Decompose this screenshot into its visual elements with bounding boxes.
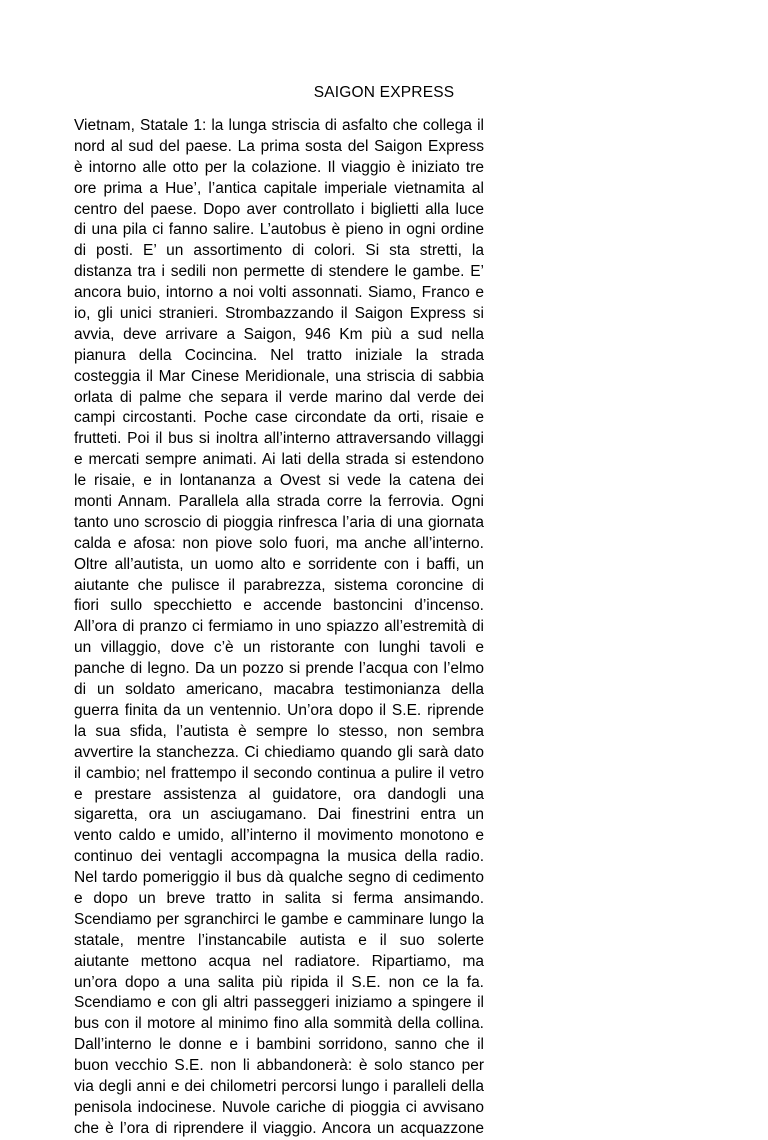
body-line: campi circostanti. Poche case circondate da orti, risaie e [74, 409, 484, 427]
body-line: io, gli unici stranieri. Strombazzando il Saigon Express si [74, 305, 484, 323]
body-line: Scendiamo per sgranchirci le gambe e camminare lungo la [74, 910, 484, 928]
body-line: buon vecchio S.E. non li abbandonerà: è solo stanco per [74, 1057, 484, 1075]
body-line: avvia, deve arrivare a Saigon, 946 Km più a sud nella [74, 325, 484, 343]
body-line: aiutante che pulisce il parabrezza, sistema coroncine di [74, 576, 484, 594]
body-line: distanza tra i sedili non permette di stendere le gambe. E’ [74, 263, 484, 281]
body-line: di un soldato americano, macabra testimonianza della [74, 681, 484, 699]
body-line: panche di legno. Da un pozzo si prende l’acqua con l’elmo [74, 660, 484, 678]
body-line: e prestare assistenza al guidatore, ora dandogli una [74, 785, 484, 803]
body-line: aiutante mettono acqua nel radiatore. Ripartiamo, ma [74, 952, 484, 970]
body-line: di una pila ci fanno salire. L’autobus è pieno in ogni ordine [74, 221, 484, 239]
body-line: che è l’ora di riprendere il viaggio. Ancora un acquazzone [74, 1119, 484, 1137]
body-line: e dopo un breve tratto in salita si ferma ansimando. [74, 889, 484, 907]
body-line: frutteti. Poi il bus si inoltra all’interno attraversando villaggi [74, 430, 484, 448]
body-line: un villaggio, dove c’è un ristorante con lunghi tavoli e [74, 639, 484, 657]
body-line: orlata di palme che separa il verde marino dal verde dei [74, 388, 484, 406]
body-line: e mercati sempre animati. Ai lati della strada si estendono [74, 451, 484, 469]
body-line: bus con il motore al minimo fino alla sommità della collina. [74, 1015, 484, 1033]
body-line: Scendiamo e con gli altri passeggeri iniziamo a spingere il [74, 994, 484, 1012]
body-line: vento caldo e umido, all’interno il movimento monotono e [74, 827, 484, 845]
body-line: tanto uno scroscio di pioggia rinfresca l’aria di una giornata [74, 513, 484, 531]
body-line: è intorno alle otto per la colazione. Il viaggio è iniziato tre [74, 158, 484, 176]
body-line: avvertire la stanchezza. Ci chiediamo quando gli sarà dato [74, 743, 484, 761]
body-line: monti Annam. Parallela alla strada corre la ferrovia. Ogni [74, 493, 484, 511]
body-line: Vietnam, Statale 1: la lunga striscia di asfalto che collega il [74, 117, 484, 134]
body-line: All’ora di pranzo ci fermiamo in uno spiazzo all’estremità di [74, 618, 484, 636]
body-line: centro del paese. Dopo aver controllato i biglietti alla luce [74, 200, 484, 218]
body-line: Oltre all’autista, un uomo alto e sorridente con i baffi, un [74, 555, 484, 573]
body-line: un’ora dopo a una salita più ripida il S.E. non ce la fa. [74, 973, 484, 991]
body-line: via degli anni e dei chilometri percorsi lungo i paralleli della [74, 1077, 484, 1095]
body-line: sigaretta, ora un asciugamano. Dai finestrini entra un [74, 806, 484, 824]
body-line: fiori sullo specchietto e accende bastoncini d’incenso. [74, 597, 484, 615]
body-line: ancora buio, intorno a noi volti assonnati. Siamo, Franco e [74, 284, 484, 302]
document-body [74, 116, 484, 1140]
body-line: penisola indocinese. Nuvole cariche di pioggia ci avvisano [74, 1098, 484, 1116]
body-line: pianura della Cocincina. Nel tratto iniziale la strada [74, 346, 484, 364]
body-line: continuo dei ventagli accompagna la musica della radio. [74, 848, 484, 866]
body-line: costeggia il Mar Cinese Meridionale, una striscia di sabbia [74, 367, 484, 385]
body-line: Nel tardo pomeriggio il bus dà qualche segno di cedimento [74, 869, 484, 887]
body-line: nord al sud del paese. La prima sosta del Saigon Express [74, 137, 484, 155]
body-line: calda e afosa: non piove solo fuori, ma anche all’interno. [74, 534, 484, 552]
document-title: SAIGON EXPRESS [313, 84, 455, 101]
body-line: statale, mentre l’instancabile autista e il suo solerte [74, 931, 484, 949]
body-line: guerra finita da un ventennio. Un’ora dopo il S.E. riprende [74, 701, 484, 719]
body-line: Dall’interno le donne e i bambini sorridono, sanno che il [74, 1036, 484, 1054]
body-line: la sua sfida, l’autista è sempre lo stesso, non sembra [74, 722, 484, 740]
body-line: le risaie, e in lontananza a Ovest si vede la catena dei [74, 472, 484, 490]
body-line: ore prima a Hue’, l’antica capitale imperiale vietnamita al [74, 179, 484, 197]
body-line: di posti. E’ un assortimento di colori. Si sta stretti, la [74, 242, 484, 260]
body-line: il cambio; nel frattempo il secondo continua a pulire il vetro [74, 764, 484, 782]
